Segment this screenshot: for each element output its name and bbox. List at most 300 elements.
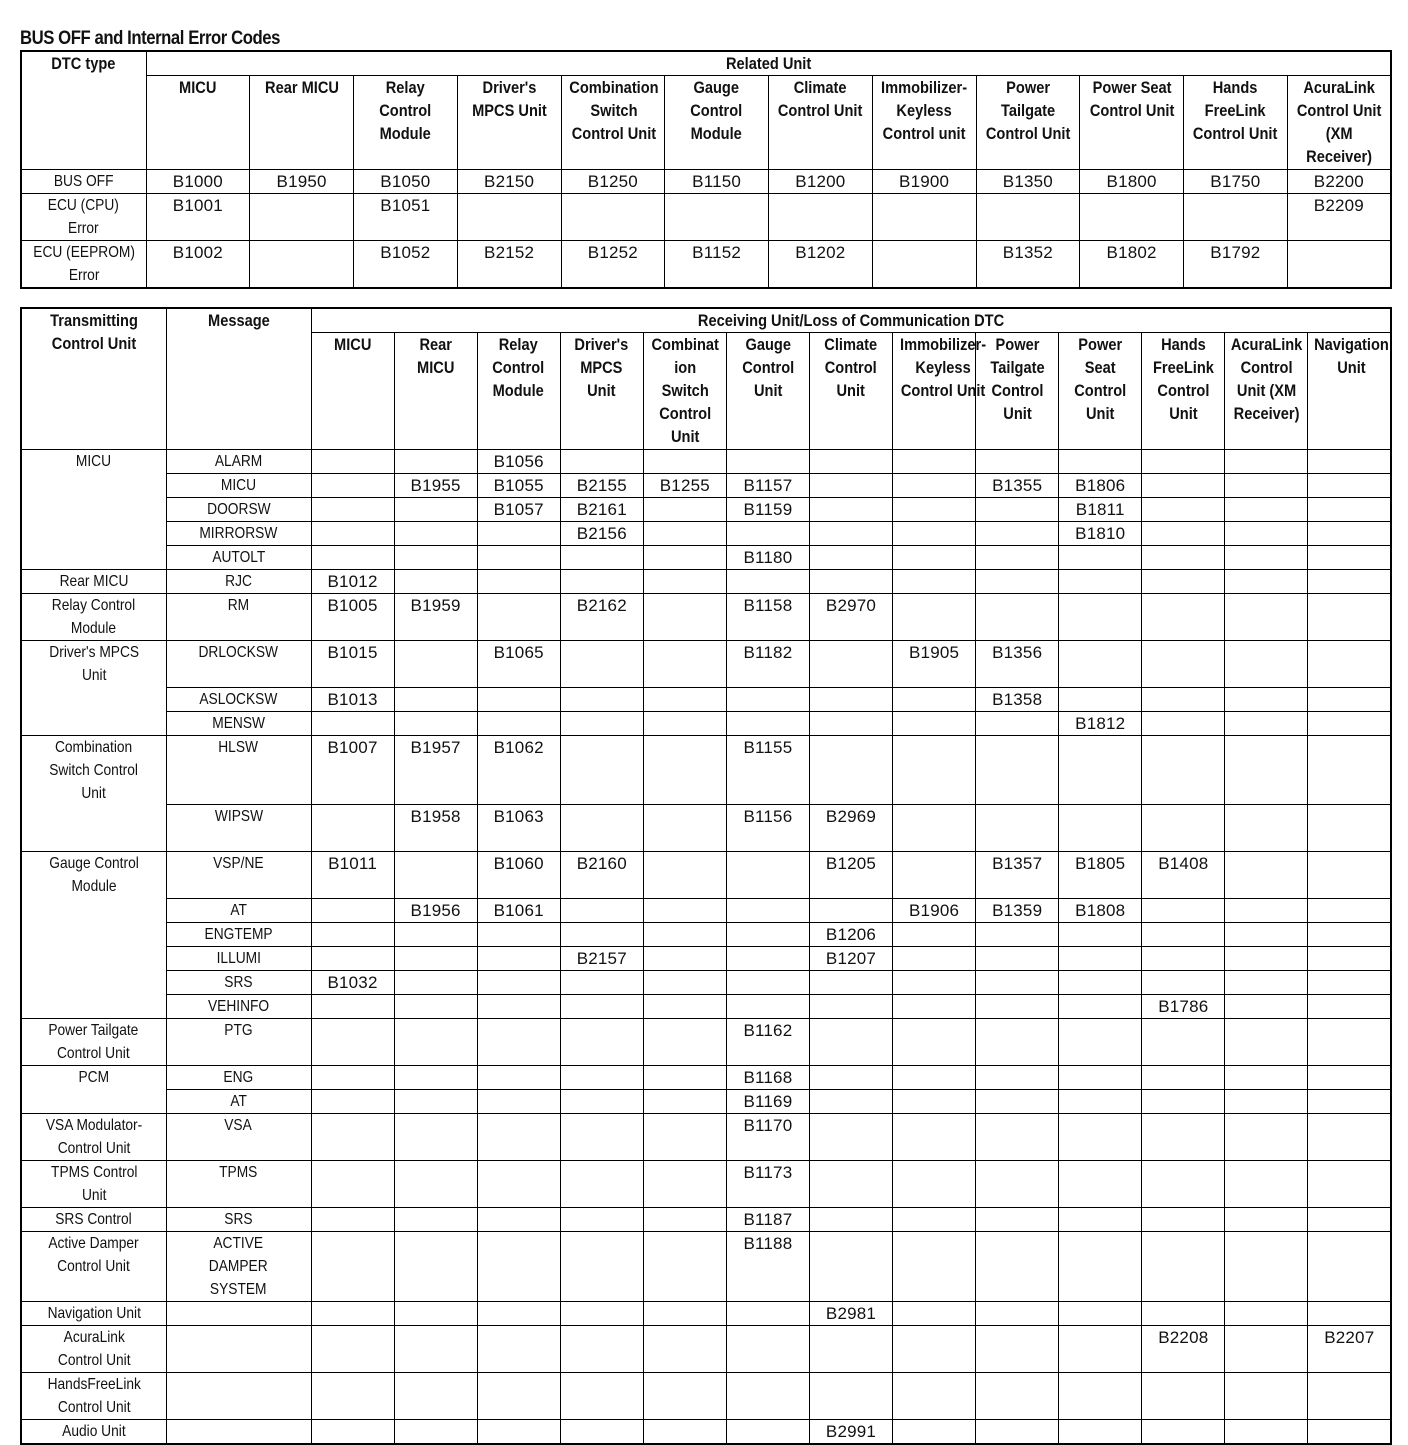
dtc-code-cell: B1905 <box>893 641 976 688</box>
dtc-code-cell: B1906 <box>893 898 976 922</box>
dtc-code-cell: B1180 <box>726 546 809 570</box>
dtc-code-cell <box>893 994 976 1018</box>
message-cell: RM <box>166 594 311 641</box>
dtc-code-cell: B2155 <box>560 474 643 498</box>
dtc-code-cell <box>809 1231 892 1302</box>
dtc-code-cell <box>394 687 477 711</box>
dtc-code-cell <box>976 711 1059 735</box>
dtc-code-cell <box>1225 1373 1308 1420</box>
dtc-code-cell <box>976 1302 1059 1326</box>
dtc-code-cell <box>1225 852 1308 899</box>
dtc-code-cell <box>1142 1018 1225 1065</box>
dtc-code-cell <box>394 1231 477 1302</box>
dtc-code-cell: B2981 <box>809 1302 892 1326</box>
message-cell: ASLOCKSW <box>166 687 311 711</box>
dtc-code-cell <box>1225 474 1308 498</box>
dtc-code-cell <box>1225 1018 1308 1065</box>
table-row <box>21 1065 1391 1089</box>
dtc-code-cell <box>1059 1160 1142 1207</box>
dtc-code-cell <box>976 1420 1059 1445</box>
dtc-code-cell <box>643 687 726 711</box>
dtc-code-cell: B1152 <box>665 241 769 289</box>
dtc-code-cell: B1958 <box>394 805 477 852</box>
receiving-unit-col-acuralink-control-unit-xm-receiver: AcuraLink Control Unit (XM Receiver) <box>1225 333 1308 450</box>
dtc-code-cell <box>311 1018 394 1065</box>
table-row <box>21 498 1391 522</box>
dtc-code-cell <box>311 994 394 1018</box>
transmitting-unit-cell <box>21 898 166 922</box>
dtc-code-cell <box>726 1302 809 1326</box>
receiving-unit-col-gauge-control-unit: Gauge Control Unit <box>726 333 809 450</box>
dtc-code-cell <box>477 570 560 594</box>
message-cell <box>166 1420 311 1445</box>
dtc-type-cell: ECU (CPU) Error <box>21 194 146 241</box>
dtc-code-cell <box>560 922 643 946</box>
dtc-code-cell <box>1059 594 1142 641</box>
dtc-code-cell: B1792 <box>1184 241 1288 289</box>
dtc-code-cell <box>643 1302 726 1326</box>
dtc-code-cell <box>809 735 892 805</box>
dtc-code-cell <box>665 194 769 241</box>
receiving-unit-col-micu: MICU <box>311 333 394 450</box>
dtc-code-cell <box>1059 1326 1142 1373</box>
dtc-code-cell: B1065 <box>477 641 560 688</box>
transmitting-unit-cell: SRS Control <box>21 1207 166 1231</box>
dtc-code-cell <box>1308 898 1391 922</box>
dtc-code-cell <box>976 1373 1059 1420</box>
dtc-code-cell <box>311 1207 394 1231</box>
dtc-code-cell <box>643 546 726 570</box>
message-cell: TPMS <box>166 1160 311 1207</box>
dtc-code-cell <box>477 994 560 1018</box>
dtc-code-cell <box>1059 735 1142 805</box>
dtc-code-cell <box>726 852 809 899</box>
dtc-code-cell <box>1142 1231 1225 1302</box>
dtc-code-cell <box>560 1326 643 1373</box>
dtc-code-cell <box>893 687 976 711</box>
dtc-code-cell: B1900 <box>872 170 976 194</box>
dtc-code-cell <box>477 970 560 994</box>
dtc-code-cell <box>1142 1065 1225 1089</box>
table-row <box>21 1302 1391 1326</box>
dtc-code-cell <box>394 570 477 594</box>
receiving-unit-col-rear-micu: Rear MICU <box>394 333 477 450</box>
dtc-code-cell: B2161 <box>560 498 643 522</box>
page-title: BUS OFF and Internal Error Codes <box>20 28 280 49</box>
dtc-code-cell <box>643 970 726 994</box>
dtc-code-cell <box>1225 687 1308 711</box>
dtc-code-cell: B1060 <box>477 852 560 899</box>
dtc-code-cell <box>976 594 1059 641</box>
dtc-code-cell <box>643 1326 726 1373</box>
dtc-code-cell <box>1142 1160 1225 1207</box>
dtc-code-cell <box>560 687 643 711</box>
dtc-code-cell <box>1059 1302 1142 1326</box>
dtc-code-cell <box>643 711 726 735</box>
dtc-code-cell <box>560 898 643 922</box>
dtc-code-cell <box>643 1018 726 1065</box>
message-cell <box>166 1373 311 1420</box>
dtc-code-cell <box>394 1113 477 1160</box>
transmitting-unit-cell <box>21 687 166 711</box>
dtc-code-cell <box>809 1373 892 1420</box>
dtc-code-cell <box>1308 1065 1391 1089</box>
dtc-code-cell <box>311 946 394 970</box>
dtc-code-cell <box>809 970 892 994</box>
dtc-code-cell <box>893 1160 976 1207</box>
dtc-code-cell: B2207 <box>1308 1326 1391 1373</box>
dtc-code-cell <box>311 1326 394 1373</box>
dtc-code-cell <box>1059 641 1142 688</box>
transmitting-unit-cell: MICU <box>21 450 166 474</box>
dtc-code-cell <box>477 687 560 711</box>
transmitting-unit-cell <box>21 522 166 546</box>
message-cell: MIRRORSW <box>166 522 311 546</box>
dtc-code-cell <box>976 570 1059 594</box>
dtc-code-cell: B1159 <box>726 498 809 522</box>
dtc-code-cell <box>1308 1373 1391 1420</box>
dtc-code-cell <box>560 1207 643 1231</box>
related-unit-col-driver-s-mpcs-unit: Driver's MPCS Unit <box>457 76 561 170</box>
table-row <box>21 241 1391 289</box>
transmitting-unit-cell: VSA Modulator- Control Unit <box>21 1113 166 1160</box>
dtc-code-cell <box>1142 687 1225 711</box>
dtc-code-cell: B2150 <box>457 170 561 194</box>
dtc-code-cell <box>893 1113 976 1160</box>
dtc-code-cell <box>1308 852 1391 899</box>
dtc-code-cell <box>769 194 873 241</box>
dtc-code-cell <box>477 1113 560 1160</box>
table-row <box>21 922 1391 946</box>
transmitting-unit-cell <box>21 1089 166 1113</box>
transmitting-unit-cell: Rear MICU <box>21 570 166 594</box>
dtc-code-cell <box>1059 570 1142 594</box>
dtc-code-cell: B1359 <box>976 898 1059 922</box>
table-row <box>21 194 1391 241</box>
dtc-code-cell <box>311 498 394 522</box>
message-cell: MENSW <box>166 711 311 735</box>
dtc-code-cell: B1252 <box>561 241 665 289</box>
dtc-code-cell <box>643 1231 726 1302</box>
dtc-code-cell <box>643 641 726 688</box>
dtc-code-cell: B1358 <box>976 687 1059 711</box>
dtc-code-cell <box>477 1326 560 1373</box>
message-cell: VEHINFO <box>166 994 311 1018</box>
table-row <box>21 735 1391 805</box>
dtc-code-cell <box>809 1065 892 1089</box>
dtc-code-cell <box>560 570 643 594</box>
table-row <box>21 805 1391 852</box>
dtc-code-cell: B2156 <box>560 522 643 546</box>
dtc-code-cell <box>394 711 477 735</box>
dtc-code-cell <box>457 194 561 241</box>
message-cell: AT <box>166 898 311 922</box>
dtc-code-cell: B1955 <box>394 474 477 498</box>
dtc-code-cell <box>1059 1089 1142 1113</box>
transmitting-unit-cell <box>21 970 166 994</box>
dtc-code-cell <box>1142 641 1225 688</box>
dtc-code-cell <box>893 594 976 641</box>
dtc-code-cell: B1055 <box>477 474 560 498</box>
dtc-code-cell: B1810 <box>1059 522 1142 546</box>
dtc-code-cell: B1157 <box>726 474 809 498</box>
dtc-code-cell <box>643 852 726 899</box>
dtc-code-cell: B2969 <box>809 805 892 852</box>
dtc-code-cell <box>1308 450 1391 474</box>
transmitting-unit-cell <box>21 922 166 946</box>
dtc-code-cell <box>1059 1420 1142 1445</box>
dtc-code-cell: B1170 <box>726 1113 809 1160</box>
dtc-code-cell: B2970 <box>809 594 892 641</box>
dtc-code-cell <box>1308 1018 1391 1065</box>
related-unit-col-relay-control-module: Relay Control Module <box>354 76 458 170</box>
receiving-unit-col-navigation-unit: Navigation Unit <box>1308 333 1391 450</box>
dtc-code-cell <box>726 994 809 1018</box>
dtc-code-cell <box>1225 735 1308 805</box>
related-unit-col-power-tailgate-control-unit: Power Tailgate Control Unit <box>976 76 1080 170</box>
dtc-code-cell <box>560 1065 643 1089</box>
dtc-code-cell <box>976 735 1059 805</box>
dtc-code-cell <box>1308 922 1391 946</box>
dtc-code-cell <box>893 922 976 946</box>
dtc-code-cell <box>1142 922 1225 946</box>
dtc-code-cell <box>477 546 560 570</box>
related-unit-col-micu: MICU <box>146 76 250 170</box>
dtc-code-cell <box>643 1113 726 1160</box>
dtc-code-cell <box>1142 450 1225 474</box>
dtc-code-cell <box>1225 994 1308 1018</box>
dtc-code-cell: B1173 <box>726 1160 809 1207</box>
receiving-unit-col-hands-freelink-control-unit: Hands FreeLink Control Unit <box>1142 333 1225 450</box>
dtc-code-cell <box>1225 1326 1308 1373</box>
dtc-code-cell <box>893 1018 976 1065</box>
dtc-code-cell: B1355 <box>976 474 1059 498</box>
dtc-code-cell <box>1308 711 1391 735</box>
dtc-code-cell <box>893 546 976 570</box>
related-unit-col-immobilizer-keyless-control-unit: Immobilizer- Keyless Control unit <box>872 76 976 170</box>
dtc-code-cell <box>872 241 976 289</box>
dtc-code-cell <box>643 1207 726 1231</box>
dtc-code-cell <box>311 922 394 946</box>
dtc-code-cell: B1356 <box>976 641 1059 688</box>
dtc-code-cell: B1012 <box>311 570 394 594</box>
dtc-code-cell <box>1059 1207 1142 1231</box>
table-row <box>21 1420 1391 1445</box>
dtc-code-cell: B2152 <box>457 241 561 289</box>
dtc-code-cell <box>394 498 477 522</box>
transmitting-unit-header: Transmitting Control Unit <box>21 308 166 450</box>
dtc-code-cell <box>1308 994 1391 1018</box>
related-unit-header: Related Unit <box>146 51 1391 76</box>
dtc-code-cell <box>893 498 976 522</box>
dtc-code-cell <box>1225 641 1308 688</box>
dtc-code-cell <box>311 474 394 498</box>
dtc-code-cell <box>394 1089 477 1113</box>
dtc-code-cell <box>1225 922 1308 946</box>
related-unit-col-hands-freelink-control-unit: Hands FreeLink Control Unit <box>1184 76 1288 170</box>
transmitting-unit-cell: HandsFreeLink Control Unit <box>21 1373 166 1420</box>
dtc-code-cell <box>560 1018 643 1065</box>
dtc-code-cell <box>1142 474 1225 498</box>
table-row <box>21 474 1391 498</box>
dtc-code-cell <box>1059 1373 1142 1420</box>
dtc-code-cell <box>1142 546 1225 570</box>
dtc-code-cell <box>643 1160 726 1207</box>
dtc-code-cell <box>1308 546 1391 570</box>
dtc-code-cell <box>1225 522 1308 546</box>
dtc-code-cell <box>643 1089 726 1113</box>
dtc-code-cell <box>311 1231 394 1302</box>
dtc-code-cell <box>1225 1089 1308 1113</box>
dtc-code-cell: B1150 <box>665 170 769 194</box>
dtc-code-cell <box>311 1160 394 1207</box>
dtc-code-cell <box>1059 450 1142 474</box>
dtc-code-cell: B2200 <box>1287 170 1391 194</box>
dtc-code-cell <box>1142 498 1225 522</box>
dtc-code-cell <box>1059 922 1142 946</box>
dtc-code-cell <box>1142 1089 1225 1113</box>
dtc-code-cell <box>1059 687 1142 711</box>
related-unit-col-climate-control-unit: Climate Control Unit <box>769 76 873 170</box>
table-row <box>21 546 1391 570</box>
receiving-unit-col-immobilizer-keyless-control-unit: Immobilizer- Keyless Control Unit <box>893 333 976 450</box>
dtc-code-cell <box>1059 1231 1142 1302</box>
dtc-code-cell <box>809 1018 892 1065</box>
dtc-code-cell <box>643 522 726 546</box>
dtc-code-cell: B2160 <box>560 852 643 899</box>
dtc-code-cell <box>976 994 1059 1018</box>
dtc-code-cell <box>1308 1160 1391 1207</box>
message-cell: SRS <box>166 1207 311 1231</box>
dtc-code-cell <box>394 970 477 994</box>
dtc-code-cell <box>1142 735 1225 805</box>
dtc-code-cell <box>560 1373 643 1420</box>
message-cell: VSP/NE <box>166 852 311 899</box>
receiving-unit-col-relay-control-module: Relay Control Module <box>477 333 560 450</box>
dtc-code-cell <box>893 1207 976 1231</box>
receiving-unit-header: Receiving Unit/Loss of Communication DTC <box>311 308 1391 333</box>
dtc-code-cell <box>809 1113 892 1160</box>
dtc-code-cell <box>976 1065 1059 1089</box>
dtc-code-cell <box>726 898 809 922</box>
dtc-code-cell: B1250 <box>561 170 665 194</box>
table-row <box>21 1373 1391 1420</box>
message-cell: ENGTEMP <box>166 922 311 946</box>
message-header: Message <box>166 308 311 450</box>
dtc-code-cell <box>394 1373 477 1420</box>
message-cell: ALARM <box>166 450 311 474</box>
table-row <box>21 970 1391 994</box>
dtc-code-cell <box>726 450 809 474</box>
dtc-code-cell: B1007 <box>311 735 394 805</box>
dtc-code-cell: B1956 <box>394 898 477 922</box>
dtc-code-cell <box>976 1089 1059 1113</box>
dtc-code-cell <box>893 805 976 852</box>
message-cell: RJC <box>166 570 311 594</box>
dtc-code-cell <box>1287 241 1391 289</box>
receiving-unit-col-driver-s-mpcs-unit: Driver's MPCS Unit <box>560 333 643 450</box>
dtc-code-cell: B1957 <box>394 735 477 805</box>
dtc-code-cell <box>726 1373 809 1420</box>
dtc-code-cell <box>893 522 976 546</box>
dtc-code-cell: B2208 <box>1142 1326 1225 1373</box>
transmitting-unit-cell: PCM <box>21 1065 166 1089</box>
dtc-code-cell: B1202 <box>769 241 873 289</box>
dtc-code-cell <box>1225 450 1308 474</box>
dtc-code-cell <box>976 546 1059 570</box>
dtc-code-cell <box>643 805 726 852</box>
message-cell <box>166 1302 311 1326</box>
dtc-code-cell: B1050 <box>354 170 458 194</box>
dtc-code-cell: B1802 <box>1080 241 1184 289</box>
dtc-code-cell <box>560 1089 643 1113</box>
table-row <box>21 687 1391 711</box>
message-cell: PTG <box>166 1018 311 1065</box>
dtc-code-cell <box>1184 194 1288 241</box>
dtc-code-cell <box>1059 1113 1142 1160</box>
dtc-code-cell <box>311 898 394 922</box>
dtc-code-cell <box>809 1089 892 1113</box>
table-row <box>21 994 1391 1018</box>
dtc-code-cell: B1200 <box>769 170 873 194</box>
dtc-code-cell <box>1059 1018 1142 1065</box>
transmitting-unit-cell <box>21 994 166 1018</box>
message-cell: ACTIVE DAMPER SYSTEM <box>166 1231 311 1302</box>
dtc-code-cell: B2209 <box>1287 194 1391 241</box>
dtc-code-cell <box>1142 1302 1225 1326</box>
dtc-code-cell: B2162 <box>560 594 643 641</box>
dtc-code-cell <box>1225 805 1308 852</box>
dtc-code-cell <box>1225 1065 1308 1089</box>
dtc-code-cell <box>477 1302 560 1326</box>
dtc-code-cell <box>976 946 1059 970</box>
dtc-code-cell <box>1308 1089 1391 1113</box>
dtc-code-cell <box>893 1231 976 1302</box>
dtc-code-cell <box>311 450 394 474</box>
dtc-code-cell <box>976 1231 1059 1302</box>
dtc-code-cell: B1168 <box>726 1065 809 1089</box>
dtc-code-cell <box>560 735 643 805</box>
dtc-code-cell <box>311 1420 394 1445</box>
dtc-code-cell <box>311 711 394 735</box>
dtc-code-cell: B1350 <box>976 170 1080 194</box>
dtc-code-cell: B1808 <box>1059 898 1142 922</box>
transmitting-unit-cell: Navigation Unit <box>21 1302 166 1326</box>
dtc-code-cell <box>726 522 809 546</box>
dtc-code-cell <box>1308 1420 1391 1445</box>
dtc-code-cell <box>1308 522 1391 546</box>
dtc-code-cell <box>893 1089 976 1113</box>
dtc-code-cell <box>809 1207 892 1231</box>
dtc-code-cell <box>1142 946 1225 970</box>
dtc-code-cell <box>1142 711 1225 735</box>
message-cell: ILLUMI <box>166 946 311 970</box>
dtc-code-cell: B1206 <box>809 922 892 946</box>
table-row <box>21 522 1391 546</box>
dtc-code-cell: B1806 <box>1059 474 1142 498</box>
dtc-code-cell <box>1308 735 1391 805</box>
transmitting-unit-cell: Gauge Control Module <box>21 852 166 899</box>
table-row <box>21 711 1391 735</box>
table-row <box>21 946 1391 970</box>
dtc-code-cell <box>643 946 726 970</box>
dtc-code-cell <box>1225 946 1308 970</box>
dtc-code-cell: B1052 <box>354 241 458 289</box>
dtc-code-cell <box>893 1302 976 1326</box>
dtc-code-cell <box>643 922 726 946</box>
dtc-code-cell <box>1308 474 1391 498</box>
dtc-code-cell <box>1308 1231 1391 1302</box>
